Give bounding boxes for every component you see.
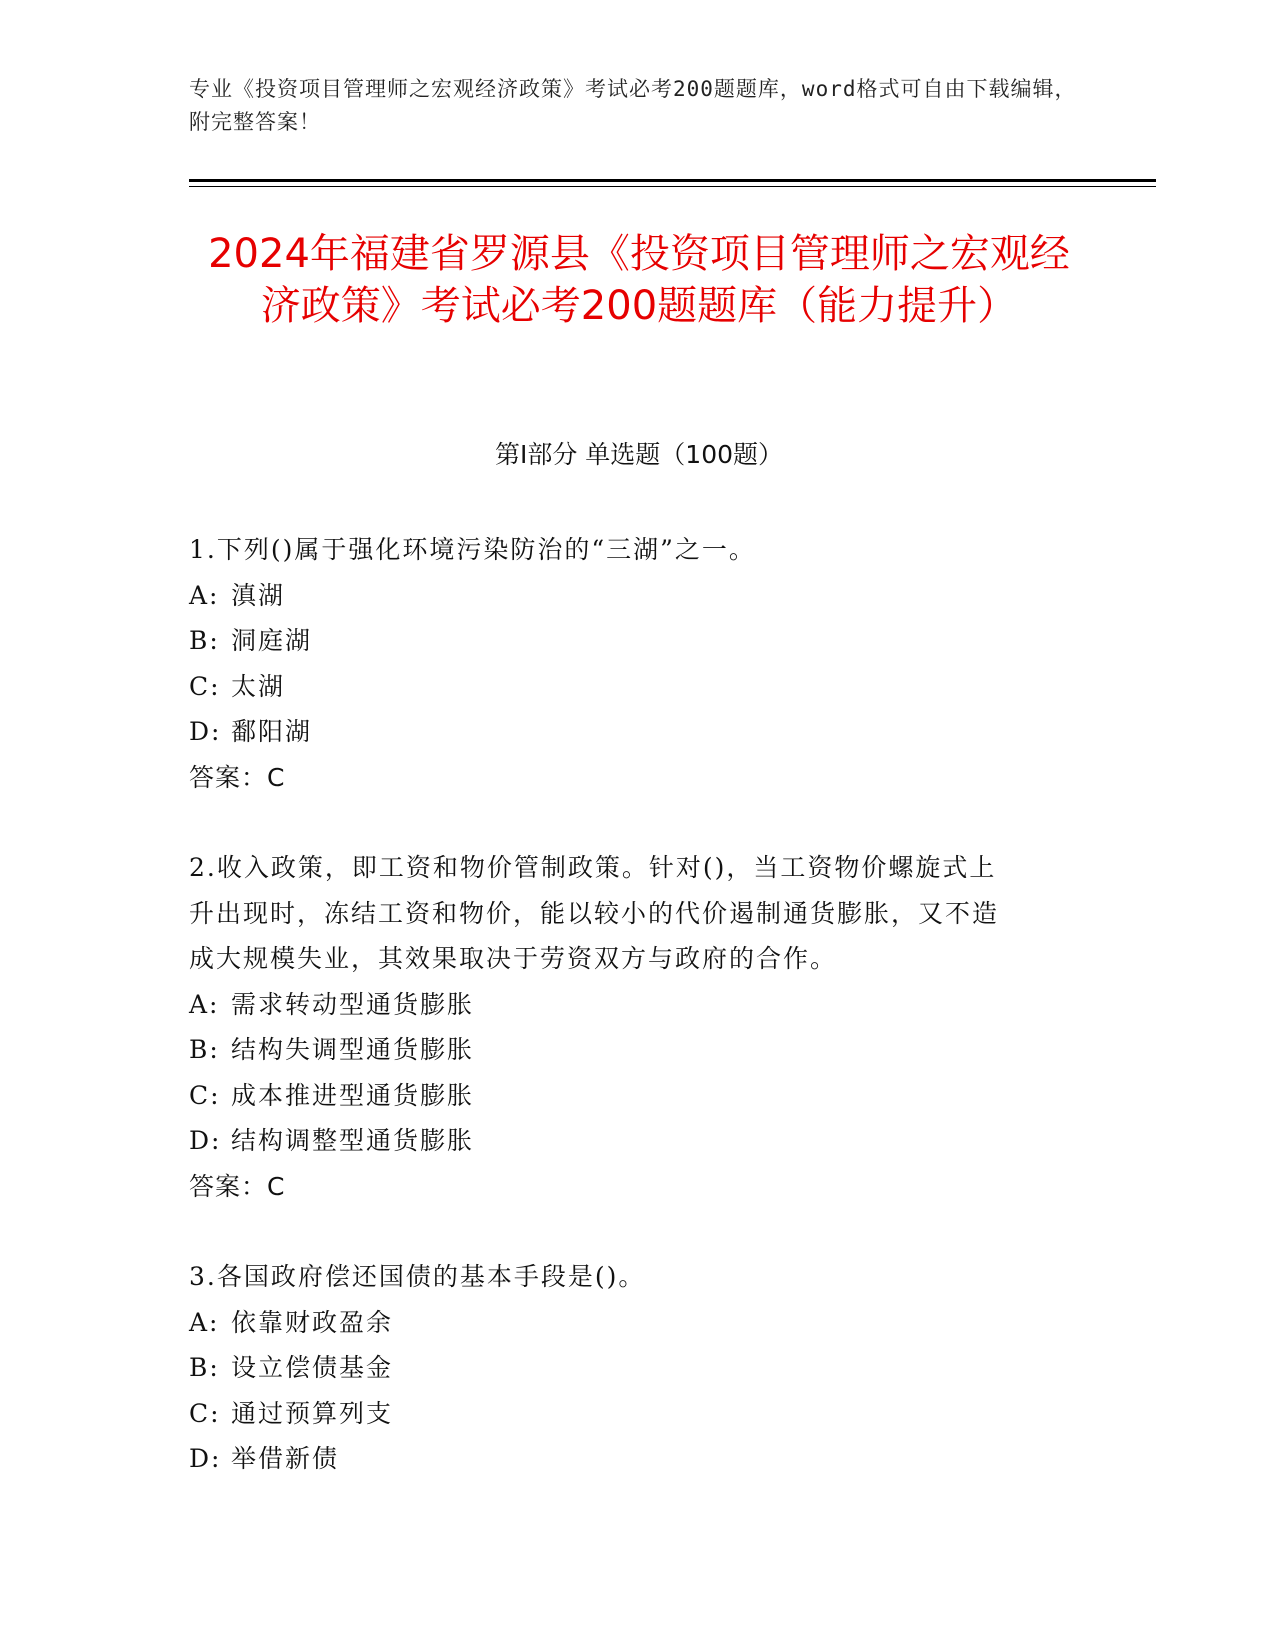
option-text: 成本推进型通货膨胀 [231, 1080, 475, 1110]
question-stem-line: 成大规模失业，其效果取决于劳资双方与政府的合作。 [189, 944, 838, 973]
option-text: 鄱阳湖 [231, 717, 313, 746]
question-stem-line: 升出现时，冻结工资和物价，能以较小的代价遏制通货膨胀，又不造 [189, 898, 1000, 928]
answer-option [189, 1300, 1069, 1346]
option-label: D: [189, 1126, 222, 1155]
question-item [189, 1254, 1069, 1482]
answer-option [189, 709, 1069, 755]
option-label: C: [189, 1398, 221, 1428]
option-text: 结构调整型通货膨胀 [231, 1126, 475, 1155]
option-text: 滇湖 [231, 580, 286, 610]
answer-key: 答案：C [189, 1171, 286, 1201]
answer-option [189, 664, 1069, 710]
question-stem-line: 1.下列()属于强化环境污染防治的“三湖”之一。 [189, 535, 756, 564]
option-text: 设立偿债基金 [231, 1353, 394, 1382]
option-label: D: [189, 1444, 222, 1473]
header-note: 专业《投资项目管理师之宏观经济政策》考试必考200题题库，word格式可自由下载编辑，附完整答案！ [189, 77, 1077, 134]
answer-option [189, 618, 1069, 664]
option-text: 通过预算列支 [231, 1398, 394, 1428]
answer-option [189, 1118, 1069, 1164]
option-text: 举借新债 [231, 1444, 340, 1473]
question-item [189, 845, 1069, 1209]
option-text: 需求转动型通货膨胀 [231, 989, 475, 1019]
answer-option [189, 1345, 1069, 1391]
answer-option [189, 1391, 1069, 1437]
option-text: 依靠财政盈余 [231, 1307, 394, 1337]
answer-option [189, 1436, 1069, 1482]
answer-option [189, 573, 1069, 619]
option-text: 洞庭湖 [231, 626, 313, 655]
option-label: A: [189, 989, 220, 1019]
option-label: B: [189, 1353, 220, 1382]
answer-key: 答案：C [189, 762, 286, 792]
option-label: A: [189, 1307, 220, 1337]
option-label: D: [189, 717, 222, 746]
header-rule-thick [189, 179, 1156, 182]
header-rule-thin [189, 186, 1156, 187]
question-item [189, 527, 1069, 800]
option-text: 结构失调型通货膨胀 [231, 1035, 475, 1064]
question-stem-line: 3.各国政府偿还国债的基本手段是()。 [189, 1262, 646, 1291]
answer-option [189, 982, 1069, 1028]
document-title: 2024年福建省罗源县《投资项目管理师之宏观经济政策》考试必考200题题库（能力提升） [208, 231, 1070, 329]
answer-option [189, 1073, 1069, 1119]
option-label: B: [189, 1035, 220, 1064]
option-label: A: [189, 580, 220, 610]
answer-option [189, 1027, 1069, 1073]
option-label: C: [189, 1080, 221, 1110]
option-label: C: [189, 671, 221, 701]
option-label: B: [189, 626, 220, 655]
question-list [189, 527, 1069, 1527]
question-stem-line: 2.收入政策，即工资和物价管制政策。针对()，当工资物价螺旋式上 [189, 853, 997, 882]
option-text: 太湖 [231, 671, 286, 701]
section-heading: 第Ⅰ部分 单选题（100题） [494, 440, 784, 469]
